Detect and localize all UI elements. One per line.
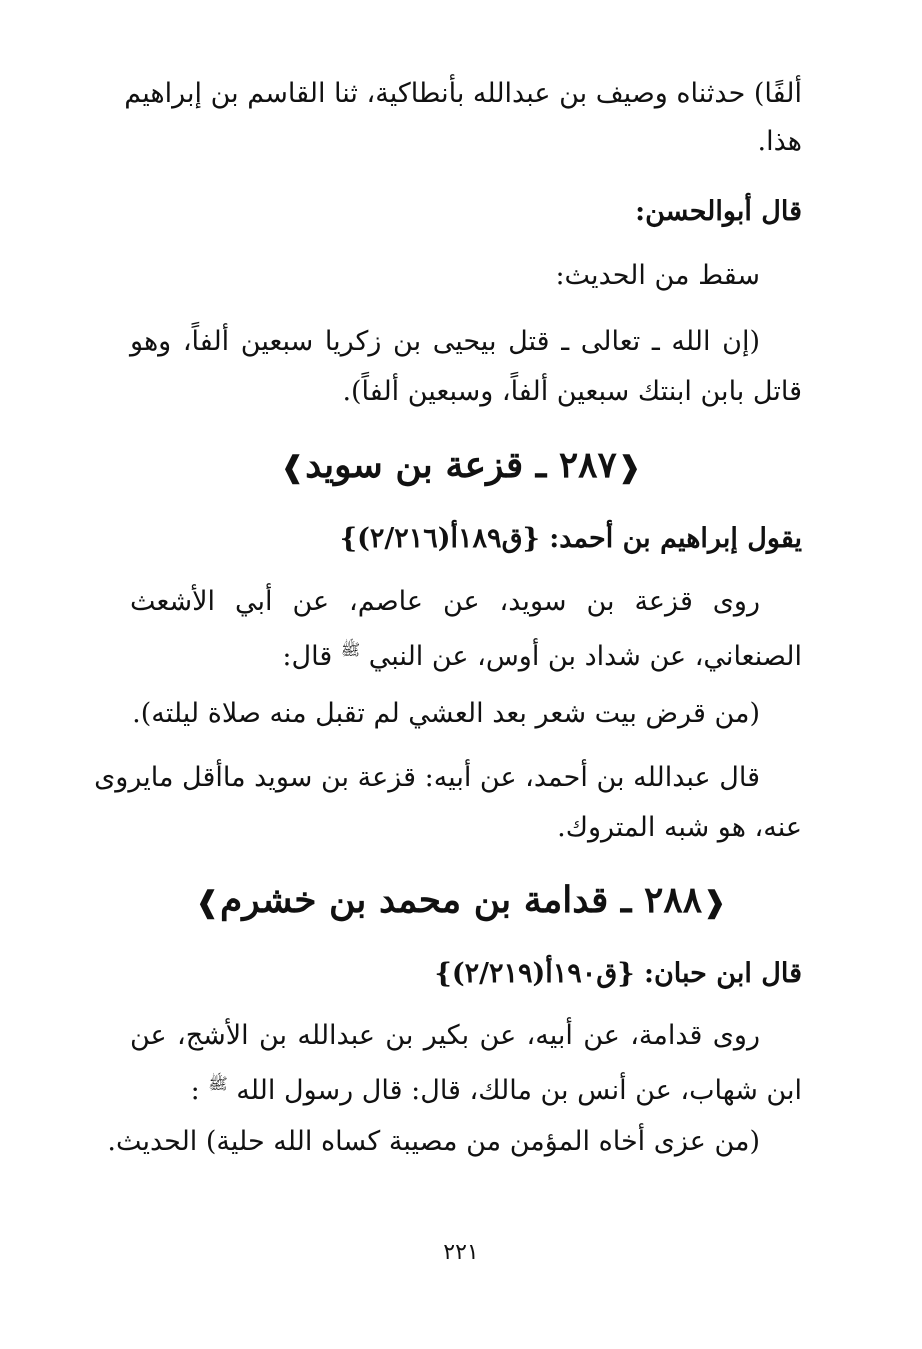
page-number: ٢٢١ (443, 1240, 479, 1265)
ornament-icon: ❱ (194, 885, 220, 920)
entry-title-text: ٢٨٨ ـ قدامة بن محمد بن خشرم (219, 879, 703, 921)
honorific-icon: ﷺ (340, 640, 361, 659)
text-line: قال عبدالله بن أحمد، عن أبيه: قزعة بن سويد ماأقل مايروى (94, 762, 760, 793)
entry-title-text: ٢٨٧ ـ قزعة بن سويد (305, 444, 617, 486)
source-citation: قال ابن حبان: {ق١٩٠أ(٢/٢١٩)} (434, 958, 802, 989)
source-citation: يقول إبراهيم بن أحمد: {ق١٨٩أ(٢/٢١٦)} (339, 523, 802, 554)
text-segment: الصنعاني، عن شداد بن أوس، عن النبي (368, 641, 802, 672)
text-segment: قال: (282, 641, 333, 672)
text-line: عنه، هو شبه المتروك. (557, 812, 802, 843)
hadith-text: (من عزى أخاه المؤمن من مصيبة كساه الله حلية) الحديث. (107, 1126, 760, 1157)
hadith-text: (من قرض بيت شعر بعد العشي لم تقبل منه صلاة ليلته). (132, 698, 760, 729)
text-segment: : (190, 1075, 200, 1106)
text-line (130, 1064, 802, 1111)
quote-line: قاتل بابن ابنتك سبعين ألفاً، وسبعين ألفاً). (342, 376, 802, 407)
text-line: هذا. (757, 126, 802, 157)
entry-title-287 (0, 440, 922, 493)
text-line: روى قزعة بن سويد، عن عاصم، عن أبي الأشعث (130, 586, 760, 617)
text-line: سقط من الحديث: (555, 260, 760, 291)
ornament-icon: ❰ (616, 450, 642, 485)
section-heading: قال أبوالحسن: (635, 196, 802, 227)
text-line: ألفًا) حدثناه وصيف بن عبدالله بأنطاكية، ثنا القاسم بن إبراهيم (124, 78, 802, 109)
quote-line: (إن الله ـ تعالى ـ قتل بيحيى بن زكريا سبعين ألفاً، وهو (130, 326, 760, 357)
entry-title-288 (0, 875, 922, 928)
text-line: روى قدامة، عن أبيه، عن بكير بن عبدالله بن الأشج، عن (130, 1020, 760, 1051)
ornament-icon: ❱ (280, 450, 306, 485)
ornament-icon: ❰ (702, 885, 728, 920)
text-segment: ابن شهاب، عن أنس بن مالك، قال: قال رسول الله (236, 1075, 802, 1106)
honorific-icon: ﷺ (208, 1074, 228, 1093)
text-line (130, 630, 802, 677)
